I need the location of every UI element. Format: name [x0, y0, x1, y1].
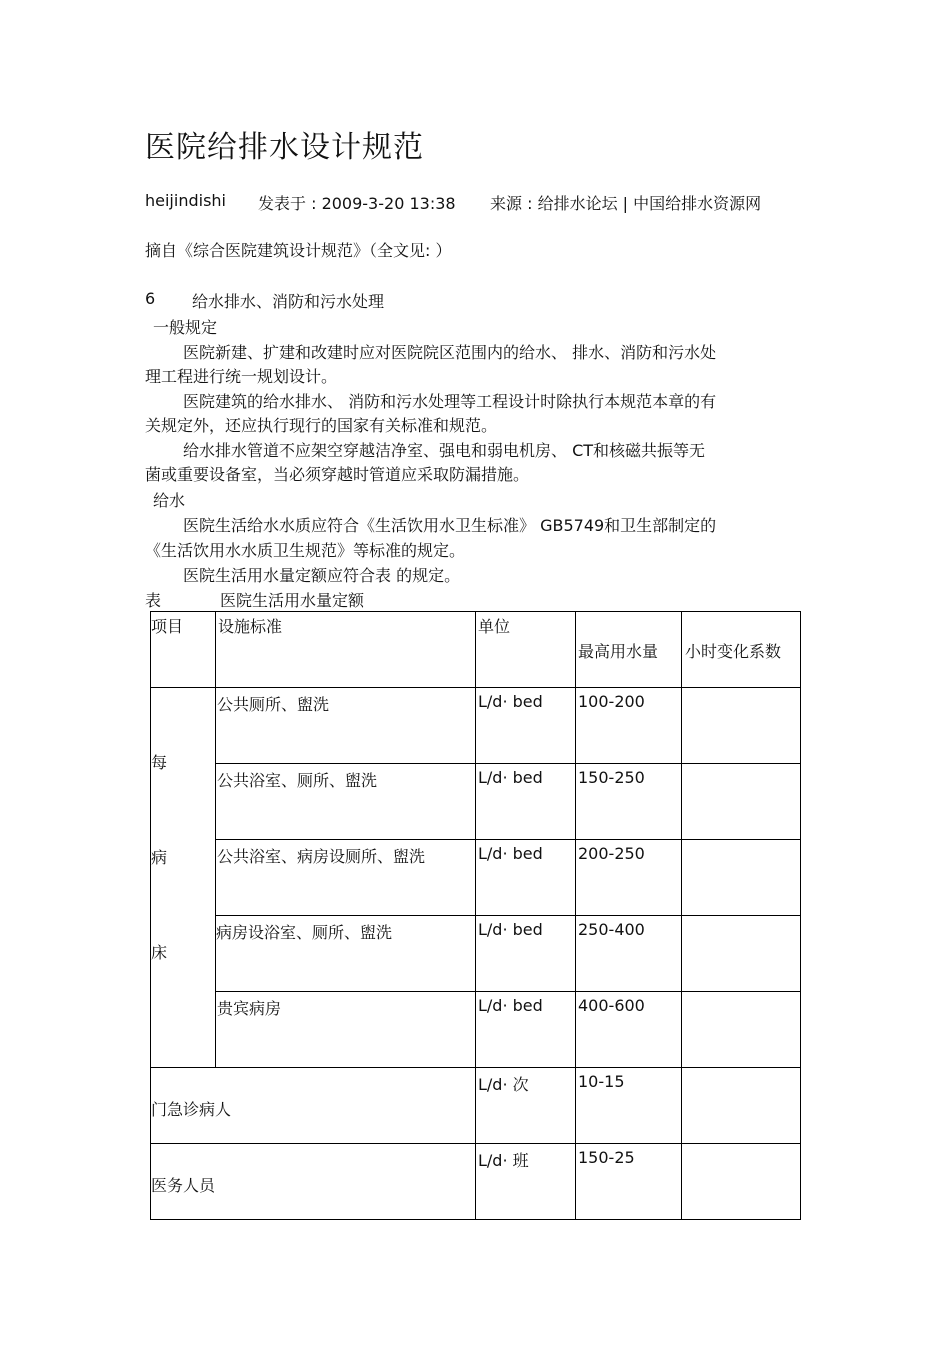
paragraph-line: 医院生活给水水质应符合《生活饮用水卫生标准》 GB5749和卫生部制定的: [183, 516, 717, 535]
table-row: [151, 916, 801, 992]
table-cell: [151, 1068, 476, 1144]
source: 来源 : 给排水论坛 | 中国给排水资源网: [490, 194, 762, 213]
paragraph-line: 医院生活用水量定额应符合表 的规定。: [183, 566, 461, 585]
item-text: 医务人员: [151, 1176, 216, 1195]
table-cell: [682, 764, 801, 840]
table-cell: [576, 1144, 682, 1220]
header-cell: [151, 612, 216, 688]
table-header-row: [151, 612, 801, 688]
table-cell: [576, 840, 682, 916]
author: heijindishi: [145, 191, 226, 210]
header-item: 项目: [151, 617, 184, 636]
unit-text: L/d· bed: [478, 692, 543, 711]
paragraph-line: 医院建筑的给水排水、 消防和污水处理等工程设计时除执行本规范本章的有: [183, 392, 717, 411]
excerpt-note: 摘自《综合医院建筑设计规范》（全文见: ）: [145, 241, 452, 260]
item-text: 门急诊病人: [151, 1100, 232, 1119]
table-cell: [476, 764, 576, 840]
table-cell: [576, 916, 682, 992]
paragraph-line: 《生活饮用水水质卫生规范》等标准的规定。: [145, 541, 466, 560]
header-facility: 设施标准: [218, 617, 283, 636]
table-row: [151, 1068, 801, 1144]
unit-text: L/d· bed: [478, 844, 543, 863]
table-cell: [576, 688, 682, 764]
table-cell: [476, 1068, 576, 1144]
facility-text: 公共浴室、厕所、盥洗: [217, 771, 378, 790]
table-cell: [476, 992, 576, 1068]
paragraph-line: 医院新建、扩建和改建时应对医院院区范围内的给水、 排水、消防和污水处: [183, 343, 717, 362]
paragraph-line: 关规定外，还应执行现行的国家有关标准和规范。: [145, 416, 498, 435]
subsection-water: 给水: [153, 491, 186, 510]
post-date: 发表于 : 2009-3-20 13:38: [258, 194, 456, 213]
facility-text: 公共浴室、病房设厕所、盥洗: [217, 847, 426, 866]
max-text: 200-250: [578, 844, 645, 863]
header-cell: [216, 612, 476, 688]
page-title: 医院给排水设计规范: [145, 130, 424, 165]
table-cell: [682, 916, 801, 992]
table-row: [151, 764, 801, 840]
table-caption-title: 医院生活用水量定额: [220, 591, 365, 610]
unit-text: L/d· 班: [478, 1151, 529, 1170]
facility-text: 贵宾病房: [217, 999, 282, 1018]
table-cell: [216, 840, 476, 916]
header-max: 最高用水量: [578, 642, 659, 661]
facility-text: 病房设浴室、厕所、盥洗: [216, 923, 393, 942]
table-cell: [216, 992, 476, 1068]
section-title: 给水排水、消防和污水处理: [192, 292, 385, 311]
per-bed-char: 每: [151, 753, 168, 772]
paragraph-line: 理工程进行统一规划设计。: [145, 367, 338, 386]
table-row: [151, 688, 801, 764]
water-quota-table: [150, 611, 801, 1220]
table-cell: [216, 764, 476, 840]
table-cell: [476, 688, 576, 764]
table-cell: [682, 992, 801, 1068]
table-caption-label: 表: [145, 591, 162, 610]
unit-text: L/d· bed: [478, 920, 543, 939]
max-text: 150-250: [578, 768, 645, 787]
table-row: [151, 840, 801, 916]
header-coef: 小时变化系数: [685, 642, 782, 661]
max-text: 10-15: [578, 1072, 625, 1091]
table-cell: [476, 916, 576, 992]
table-cell: [682, 1068, 801, 1144]
table-cell: [682, 688, 801, 764]
max-text: 400-600: [578, 996, 645, 1015]
header-cell: [576, 612, 682, 688]
table-cell: [576, 992, 682, 1068]
paragraph-line: 给水排水管道不应架空穿越洁净室、强电和弱电机房、 CT和核磁共振等无: [183, 441, 706, 460]
per-bed-char: 床: [151, 943, 168, 962]
unit-text: L/d· 次: [478, 1075, 529, 1094]
table-cell: [476, 840, 576, 916]
table-cell: [576, 764, 682, 840]
table-row: [151, 1144, 801, 1220]
unit-text: L/d· bed: [478, 996, 543, 1015]
table-cell: [476, 1144, 576, 1220]
table-cell: [151, 1144, 476, 1220]
table-cell: [682, 840, 801, 916]
per-bed-char: 病: [151, 848, 168, 867]
table-cell: [682, 1144, 801, 1220]
max-text: 250-400: [578, 920, 645, 939]
table-row: [151, 992, 801, 1068]
facility-text: 公共厕所、盥洗: [217, 695, 330, 714]
table-cell: [216, 688, 476, 764]
header-cell: [682, 612, 801, 688]
max-text: 150-25: [578, 1148, 635, 1167]
max-text: 100-200: [578, 692, 645, 711]
header-cell: [476, 612, 576, 688]
per-bed-cell: [151, 688, 216, 1068]
section-number: 6: [145, 289, 156, 308]
header-unit: 单位: [478, 617, 511, 636]
subsection-general: 一般规定: [153, 318, 218, 337]
table-cell: [576, 1068, 682, 1144]
table-cell: [216, 916, 476, 992]
paragraph-line: 菌或重要设备室，当必须穿越时管道应采取防漏措施。: [145, 465, 530, 484]
unit-text: L/d· bed: [478, 768, 543, 787]
